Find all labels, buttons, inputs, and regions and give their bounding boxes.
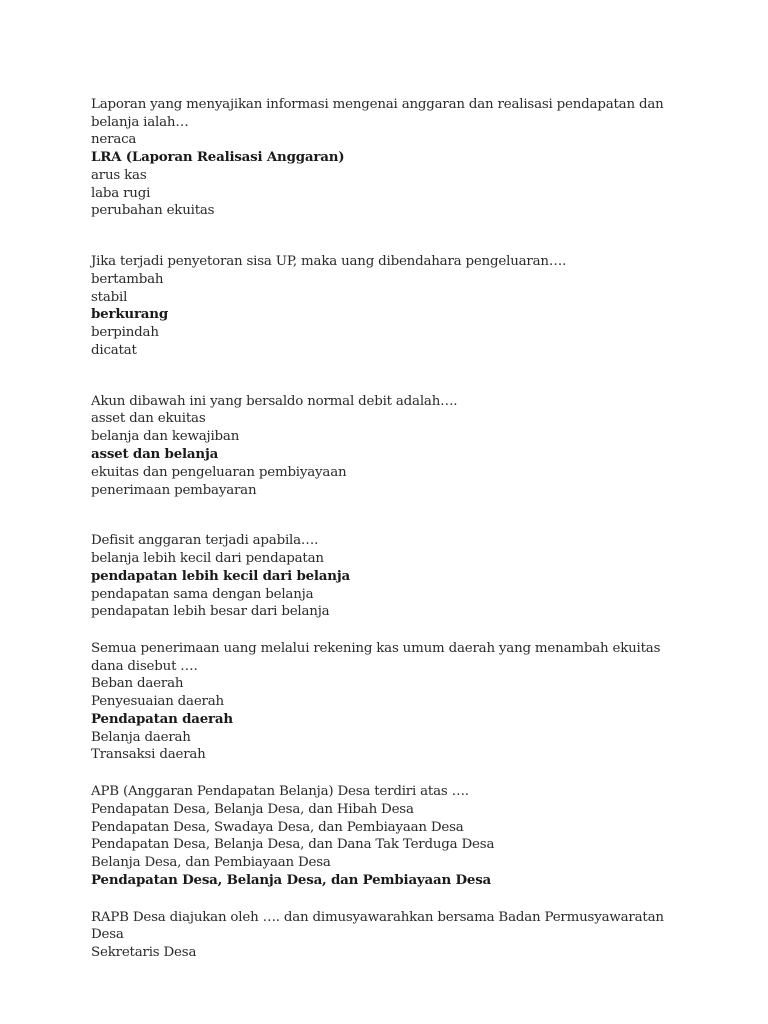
question-text: Akun dibawah ini yang bersaldo normal debit adalah…. [91,393,458,409]
question-block-3 [91,393,691,500]
question-block-1 [91,96,691,220]
option-item: berpindah [91,325,159,341]
option-item: Sekretaris Desa [91,945,197,961]
spacer [91,621,691,640]
option-item: Belanja Desa, dan Pembiayaan Desa [91,855,331,871]
option-item: laba rugi [91,185,151,201]
option-item: Pendapatan Desa, Belanja Desa, dan Hibah Desa [91,801,414,817]
option-item-answer: Pendapatan daerah [91,710,233,727]
option-item: belanja dan kewajiban [91,429,240,445]
question-block-4 [91,532,691,621]
option-item: penerimaan pembayaran [91,482,257,498]
question-text: Jika terjadi penyetoran sisa UP, maka uang dibendahara pengeluaran…. [91,254,567,270]
option-item: neraca [91,132,137,148]
spacer [91,764,691,783]
option-item: Belanja daerah [91,729,191,745]
option-item: asset dan ekuitas [91,411,206,427]
option-item: Beban daerah [91,676,184,692]
question-block-5 [91,640,691,764]
document-page [91,96,691,962]
option-item: dicatat [91,342,137,358]
option-item: perubahan ekuitas [91,203,215,219]
option-item-answer: LRA (Laporan Realisasi Anggaran) [91,148,345,165]
option-item: bertambah [91,271,164,287]
option-item-answer: pendapatan lebih kecil dari belanja [91,567,350,584]
option-item: arus kas [91,167,147,183]
option-item-answer: berkurang [91,306,168,323]
option-item: belanja lebih kecil dari pendapatan [91,550,324,566]
question-text: APB (Anggaran Pendapatan Belanja) Desa terdiri atas …. [91,784,469,800]
question-block-2 [91,253,691,360]
spacer [91,360,691,393]
spacer [91,220,691,253]
spacer [91,890,691,909]
question-block-7 [91,909,691,962]
option-item: stabil [91,289,128,305]
option-item-answer: Pendapatan Desa, Belanja Desa, dan Pembiayaan Desa [91,872,492,889]
option-item: Penyesuaian daerah [91,694,224,710]
option-item: ekuitas dan pengeluaran pembiyayaan [91,464,347,480]
option-item: pendapatan sama dengan belanja [91,586,314,602]
spacer [91,499,691,532]
question-text: Laporan yang menyajikan informasi mengenai anggaran dan realisasi pendapatan dan belanja ialah… [91,97,664,130]
option-item: pendapatan lebih besar dari belanja [91,604,330,620]
question-block-6 [91,783,691,890]
option-item: Pendapatan Desa, Belanja Desa, dan Dana Tak Terduga Desa [91,837,495,853]
question-text: Semua penerimaan uang melalui rekening kas umum daerah yang menambah ekuitas dana disebut …. [91,641,661,674]
question-text: Defisit anggaran terjadi apabila…. [91,533,319,549]
question-text: RAPB Desa diajukan oleh …. dan dimusyawarahkan bersama Badan Permusyawaratan Desa [91,909,664,943]
option-item: Transaksi daerah [91,747,206,763]
option-item-answer: asset dan belanja [91,445,219,462]
option-item: Pendapatan Desa, Swadaya Desa, dan Pembiayaan Desa [91,819,464,835]
